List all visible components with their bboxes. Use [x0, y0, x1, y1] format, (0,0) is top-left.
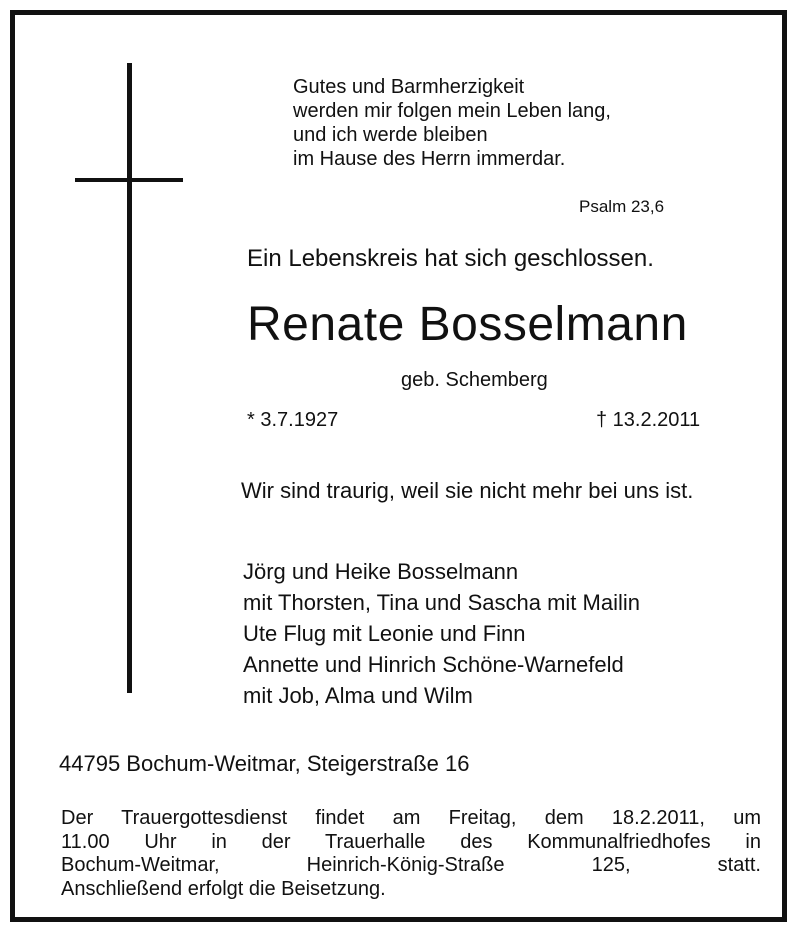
- obituary-frame: [10, 10, 787, 922]
- mourner-line: Jörg und Heike Bosselmann: [243, 559, 519, 584]
- mourner-line: mit Job, Alma und Wilm: [243, 683, 473, 708]
- deceased-name: Renate Bosselmann: [247, 298, 688, 351]
- service-line: Anschließend erfolgt die Beisetzung.: [61, 877, 386, 900]
- service-line: 11.00 Uhr in der Trauerhalle des Kommunalfriedhofes in: [61, 830, 761, 853]
- verse-source: Psalm 23,6: [579, 197, 665, 216]
- grief-text: Wir sind traurig, weil sie nicht mehr bei uns ist.: [241, 478, 694, 503]
- bible-verse: [293, 75, 611, 171]
- mourner-line: Annette und Hinrich Schöne-Warnefeld: [243, 652, 624, 677]
- birth-date: * 3.7.1927: [247, 409, 339, 431]
- service-line: Der Trauergottesdienst findet am Freitag, dem 18.2.2011, um: [61, 807, 761, 829]
- cross-horizontal-bar: [75, 178, 183, 182]
- death-date: † 13.2.2011: [596, 409, 701, 431]
- cross-vertical-bar: [127, 63, 132, 693]
- verse-line: und ich werde bleiben: [293, 124, 488, 146]
- service-announcement: [61, 807, 761, 901]
- service-line: Bochum-Weitmar, Heinrich-König-Straße 125, statt.: [61, 854, 761, 876]
- verse-line: im Hause des Herrn immerdar.: [293, 148, 566, 170]
- mourner-line: mit Thorsten, Tina und Sascha mit Mailin: [243, 590, 640, 615]
- mourner-line: Ute Flug mit Leonie und Finn: [243, 621, 526, 646]
- verse-line: werden mir folgen mein Leben lang,: [293, 100, 611, 122]
- maiden-name: geb. Schemberg: [401, 369, 548, 391]
- motto: Ein Lebenskreis hat sich geschlossen.: [247, 245, 654, 272]
- address: 44795 Bochum-Weitmar, Steigerstraße 16: [59, 751, 470, 776]
- verse-line: Gutes und Barmherzigkeit: [293, 76, 525, 98]
